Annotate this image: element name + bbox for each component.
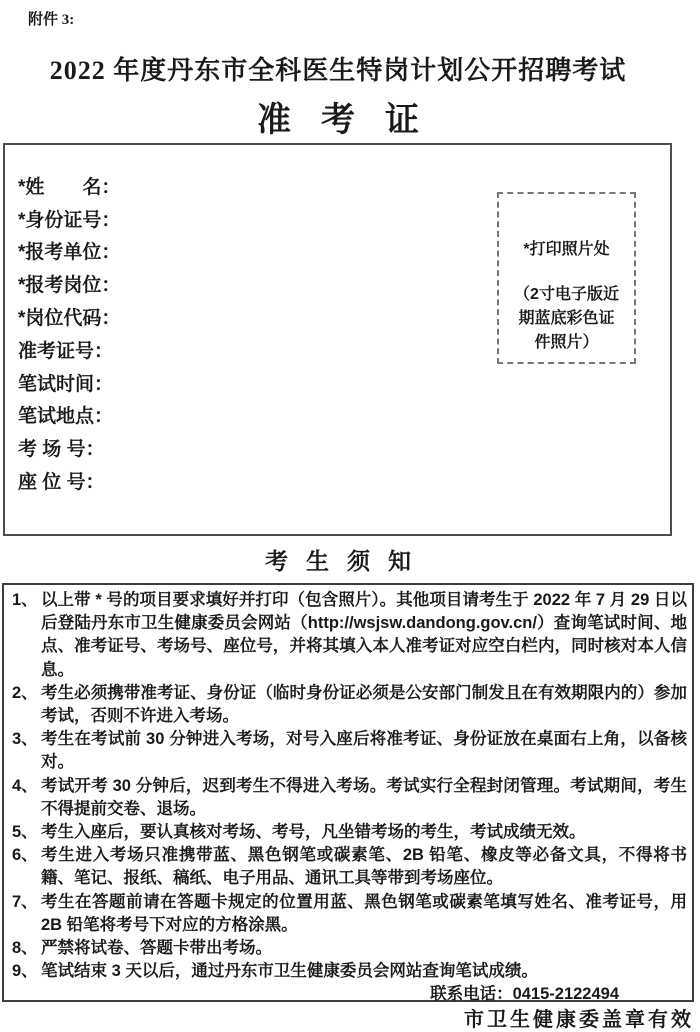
notice-item-text: 考生进入考场只准携带蓝、黑色钢笔或碳素笔、2B 铅笔、橡皮等必备文具，不得将书籍、笔记、报纸、稿纸、电子用品、通讯工具等带到考场座位。: [41, 846, 687, 888]
notice-item-number: 9、: [12, 962, 38, 981]
field-row-seat-number: [18, 464, 670, 497]
notice-item-number: 8、: [12, 939, 38, 958]
notice-item-number: 7、: [12, 892, 38, 911]
field-label-room-number: 考 场 号：: [18, 439, 105, 461]
candidate-info-box: [3, 143, 672, 536]
notice-item-number: 4、: [12, 776, 38, 795]
field-value-room-number: [105, 431, 670, 464]
seal-note: 市卫生健康委盖章有效: [464, 1009, 694, 1031]
attachment-label: 附件 3:: [28, 12, 75, 28]
field-value-exam-time: [113, 366, 670, 399]
field-value-exam-location: [113, 399, 670, 432]
field-row-exam-time: [18, 366, 670, 399]
notice-item-text: 笔试结束 3 天以后，通过丹东市卫生健康委员会网站查询笔试成绩。: [41, 962, 538, 981]
notice-item-1: [4, 589, 687, 682]
notice-item-number: 2、: [12, 683, 38, 702]
photo-placeholder-box: [497, 192, 636, 364]
notice-item-8: [4, 937, 687, 960]
photo-box-title: *打印照片处: [523, 241, 610, 258]
notice-item-text: 严禁将试卷、答题卡带出考场。: [41, 939, 272, 958]
notice-item-number: 6、: [12, 846, 38, 865]
field-label-applied-position: *报考岗位：: [18, 275, 121, 297]
notice-box: [2, 583, 694, 1002]
contact-phone: 联系电话：0415-2122494: [430, 985, 619, 1004]
notice-heading: 考生须知: [265, 548, 429, 574]
field-label-position-code: *岗位代码：: [18, 308, 121, 330]
page-title: 2022 年度丹东市全科医生特岗计划公开招聘考试: [49, 56, 627, 85]
notice-item-6: [4, 844, 687, 890]
notice-item-text: 以上带 * 号的项目要求填好并打印（包含照片）。其他项目请考生于 2022 年 7 月 29 日以后登陆丹东市卫生健康委员会网站（http://wsjsw.dandong.gov.cn/）查询笔试时间、地点、准考证号、考场号、座位号，并将其填入本人准考证对应空白栏内，同时核对本人信息。: [41, 591, 687, 679]
notice-item-text: 考生在答题前请在答题卡规定的位置用蓝、黑色钢笔或碳素笔填写姓名、准考证号，用 2B 铅笔将考号下对应的方格涂黑。: [41, 892, 687, 934]
notice-item-text: 考生必须携带准考证、身份证（临时身份证必须是公安部门制发且在有效期限内的）参加考试，否则不许进入考场。: [41, 683, 687, 726]
field-row-room-number: [18, 431, 670, 464]
notice-item-number: 5、: [12, 823, 38, 842]
field-label-seat-number: 座 位 号：: [18, 472, 105, 494]
field-label-exam-location: 笔试地点：: [18, 406, 114, 428]
notice-item-2: [4, 682, 687, 728]
notice-item-text: 考生入座后，要认真核对考场、考号，凡坐错考场的考生，考试成绩无效。: [41, 823, 586, 842]
photo-box-note: （2寸电子版近期蓝底彩色证件照片）: [514, 286, 619, 351]
notice-item-3: [4, 728, 687, 774]
notice-item-5: [4, 821, 687, 844]
ticket-title: 准考证: [257, 101, 449, 139]
field-label-exam-time: 笔试时间：: [18, 373, 114, 395]
notice-item-number: 3、: [12, 730, 38, 749]
field-label-applied-unit: *报考单位：: [18, 242, 121, 264]
field-value-seat-number: [105, 464, 670, 497]
field-label-ticket-number: 准考证号：: [18, 340, 114, 362]
field-label-name: *姓 名：: [18, 176, 121, 198]
notice-item-7: [4, 891, 687, 937]
notice-item-text: 考生在考试前 30 分钟进入考场，对号入座后将准考证、身份证放在桌面右上角，以备核对。: [41, 730, 687, 772]
field-row-exam-location: [18, 399, 670, 432]
field-label-id-number: *身份证号：: [18, 209, 121, 231]
notice-item-4: [4, 775, 687, 821]
notice-item-number: 1、: [12, 591, 38, 609]
notice-item-text: 考试开考 30 分钟后，迟到考生不得进入考场。考试实行全程封闭管理。考试期间，考生不得提前交卷、退场。: [41, 776, 687, 818]
notice-item-9: [4, 960, 687, 983]
